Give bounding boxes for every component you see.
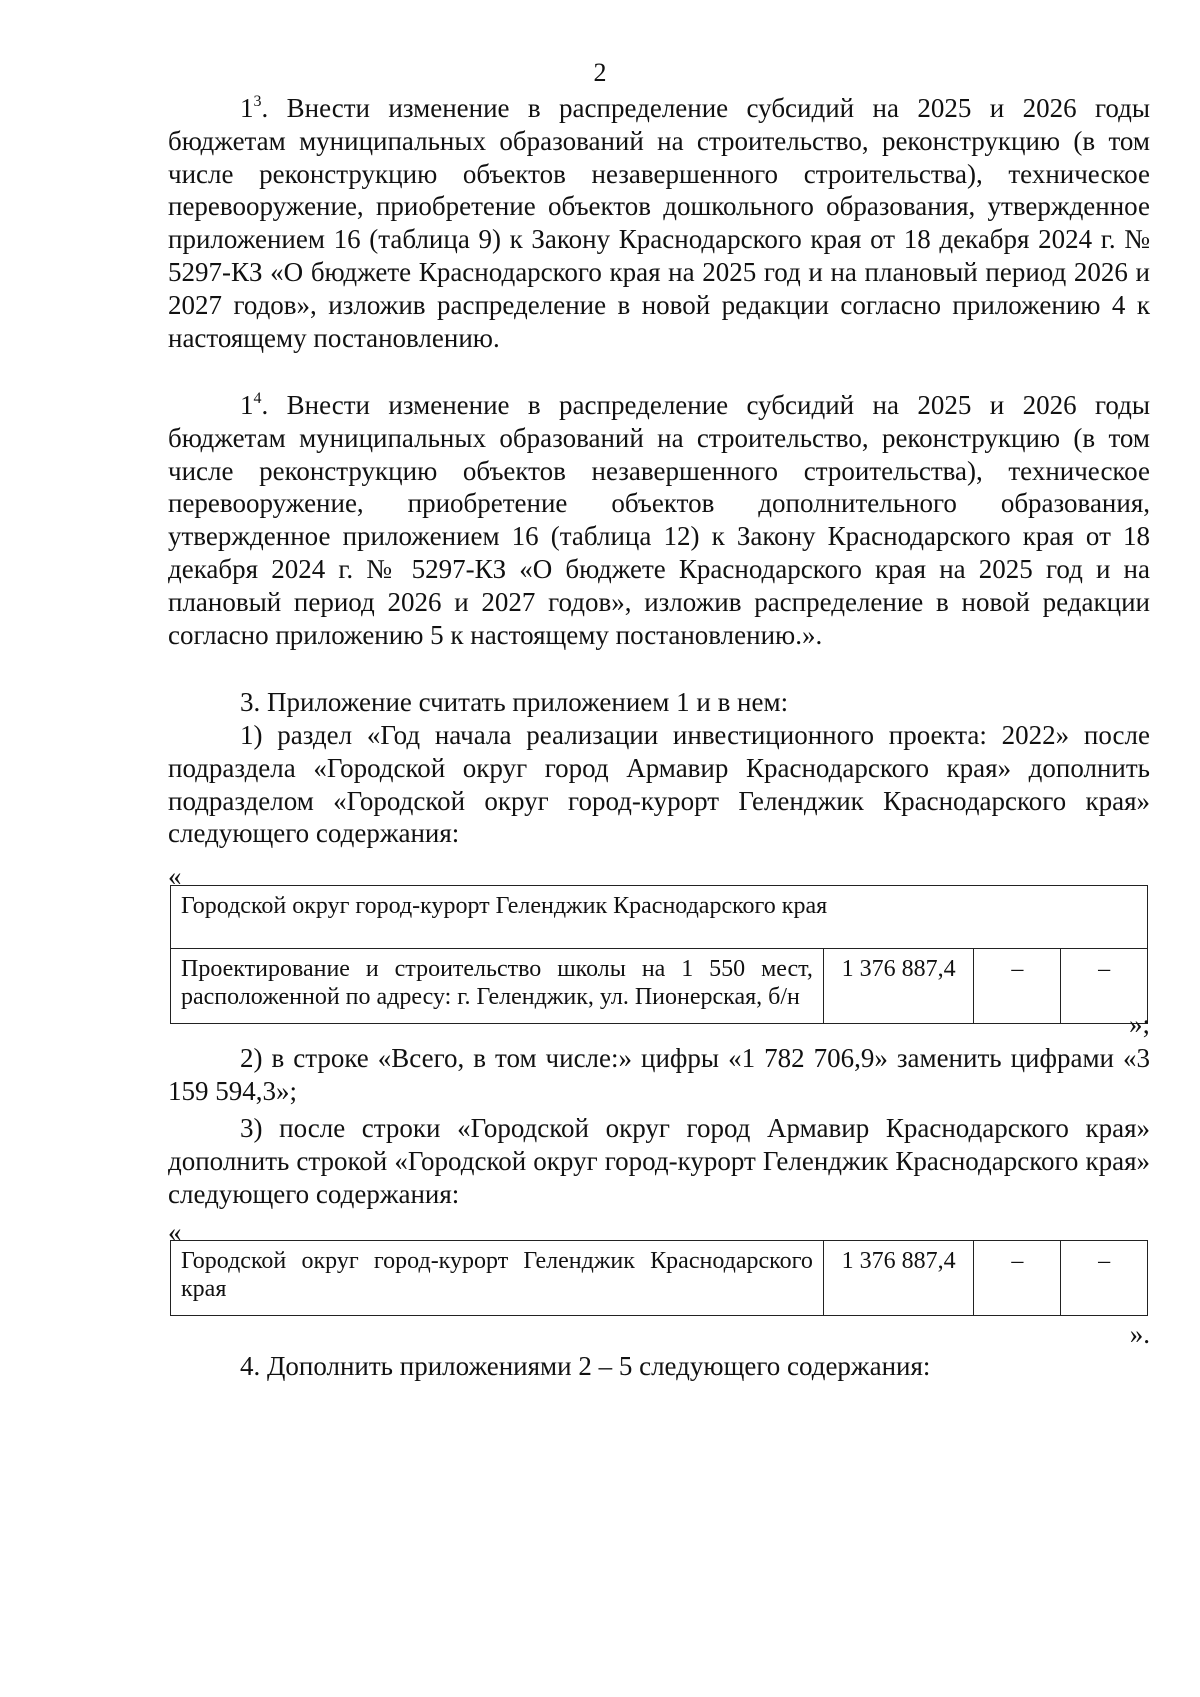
paragraph-1-3 [168, 92, 1150, 354]
table-cell-value: 1 376 887,4 [823, 1241, 974, 1316]
table-cell-dash: – [974, 949, 1061, 1024]
paragraph-3-3: 3) после строки «Городской округ город Армавир Краснодарского края» дополнить строкой «Городской округ город-курорт Геленджик Краснодарского края» следующего содержания: [168, 1113, 1150, 1209]
quote-open-1: « [168, 861, 182, 891]
paragraph-text: . Внести изменение в распределение субсидий на 2025 и 2026 годы бюджетам муниципальных образований на строительство, реконструкцию (в том числе реконструкцию объектов незавершенного строительства), техническое перевооружение, приобретение объектов дополнительного образования, утвержденное приложением 16 (таблица 12) к Закону Краснодарского края от 18 декабря 2024 г. № 5297-КЗ «О бюджете Краснодарского края на 2025 год и на плановый период 2026 и 2027 годов», изложив распределение в новой редакции согласно приложению 5 к настоящему постановлению.». [168, 390, 1150, 650]
paragraph-3-2: 2) в строке «Всего, в том числе:» цифры «1 782 706,9» заменить цифрами «3 159 594,3»; [168, 1043, 1150, 1106]
paragraph-1-4 [168, 389, 1150, 651]
table-cell-dash: – [1061, 949, 1148, 1024]
insert-table-2 [170, 1240, 1148, 1316]
paragraph-3: 3. Приложение считать приложением 1 и в нем: [240, 687, 789, 717]
table-row [171, 886, 1148, 949]
paragraph-number: 1 [240, 93, 254, 123]
table-row [171, 1241, 1148, 1316]
paragraph-4: 4. Дополнить приложениями 2 – 5 следующего содержания: [240, 1351, 931, 1381]
quote-close-2: ». [1129, 1319, 1150, 1349]
table-cell-dash: – [1061, 1241, 1148, 1316]
paragraph-number: 1 [240, 390, 254, 420]
table-cell-name: Проектирование и строительство школы на 1 550 мест, расположенной по адресу: г. Геленджик, ул. Пионерская, б/н [171, 949, 824, 1024]
paragraph-superscript: 3 [253, 93, 262, 110]
paragraph-3-1: 1) раздел «Год начала реализации инвестиционного проекта: 2022» после подраздела «Городской округ город Армавир Краснодарского края» дополнить подразделом «Городской округ город-курорт Геленджик Краснодарского края» следующего содержания: [168, 720, 1150, 849]
paragraph-superscript: 4 [253, 390, 262, 407]
table-cell-value: 1 376 887,4 [823, 949, 974, 1024]
table-cell-dash: – [974, 1241, 1061, 1316]
quote-open-2: « [168, 1217, 182, 1247]
table-cell-name: Городской округ город-курорт Геленджик Краснодарского края [171, 1241, 824, 1316]
quote-close-1: »; [1128, 1009, 1150, 1039]
page-number: 2 [593, 58, 607, 87]
table-section-header: Городской округ город-курорт Геленджик Краснодарского края [171, 886, 1148, 949]
insert-table-1 [170, 885, 1148, 1024]
paragraph-text: . Внести изменение в распределение субсидий на 2025 и 2026 годы бюджетам муниципальных образований на строительство, реконструкцию (в том числе реконструкцию объектов незавершенного строительства), техническое перевооружение, приобретение объектов дошкольного образования, утвержденное приложением 16 (таблица 9) к Закону Краснодарского края от 18 декабря 2024 г. № 5297-КЗ «О бюджете Краснодарского края на 2025 год и на плановый период 2026 и 2027 годов», изложив распределение в новой редакции согласно приложению 4 к настоящему постановлению. [168, 93, 1150, 353]
